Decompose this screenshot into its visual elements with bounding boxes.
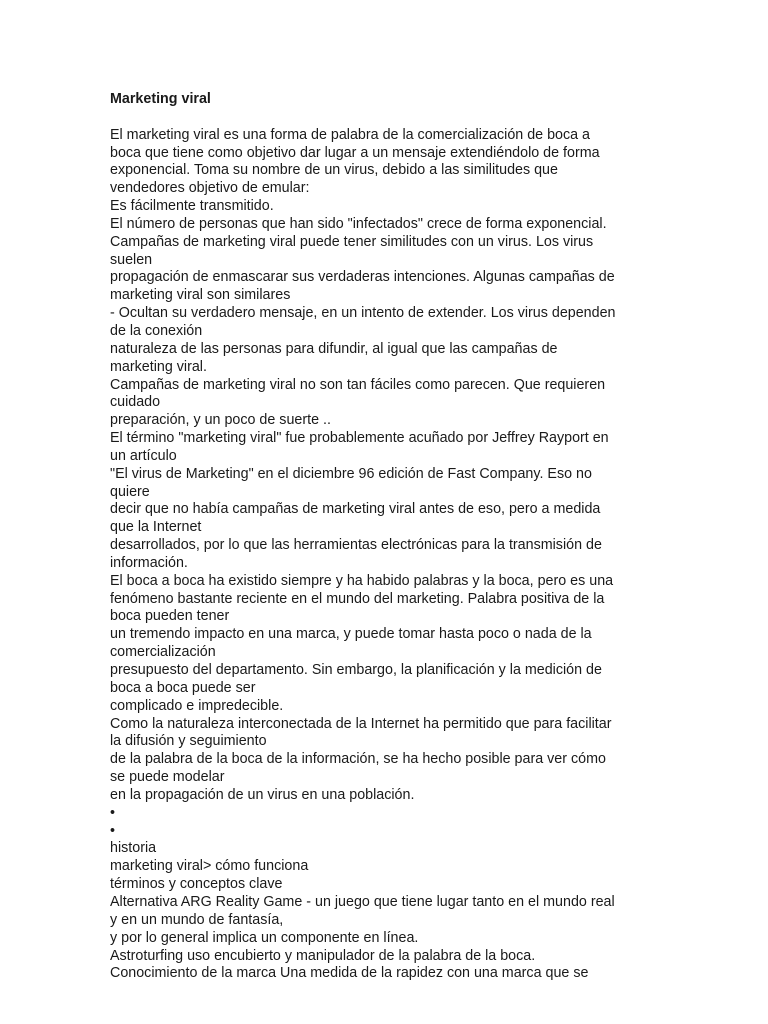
text-line: quiere [110,483,150,500]
text-line: en la propagación de un virus en una población. [110,786,415,803]
text-line: Alternativa ARG Reality Game - un juego que tiene lugar tanto en el mundo real [110,893,615,910]
text-line: marketing viral> cómo funciona [110,858,309,875]
text-line: - Ocultan su verdadero mensaje, en un intento de extender. Los virus dependen [110,305,616,322]
text-line: El número de personas que han sido "infectados" crece de forma exponencial. [110,215,607,232]
text-line: cuidado [110,394,161,411]
bullet-list [110,805,670,841]
text-line: presupuesto del departamento. Sin embargo, la planificación y la medición de [110,662,602,678]
text-line: Es fácilmente transmitido. [110,198,274,215]
text-line: comercialización [110,644,216,661]
text-line: de la conexión [110,322,203,339]
text-line: términos y conceptos clave [110,876,283,893]
text-line: vendedores objetivo de emular: [110,180,310,197]
text-line: un tremendo impacto en una marca, y puede tomar hasta poco o nada de la [110,626,592,643]
text-line: marketing viral. [110,358,207,375]
document-page [110,91,670,983]
text-line: El boca a boca ha existido siempre y ha habido palabras y la boca, pero es una [110,572,614,589]
text-line: exponencial. Toma su nombre de un virus, debido a las similitudes que [110,162,558,179]
text-line: Campañas de marketing viral puede tener similitudes con un virus. Los virus [110,233,594,250]
text-line: boca que tiene como objetivo dar lugar a un mensaje extendiéndolo de forma [110,144,600,161]
text-line: suelen [110,251,153,268]
text-line: El marketing viral es una forma de palabra de la comercialización de boca a [110,126,590,143]
text-line: naturaleza de las personas para difundir, al igual que las campañas de [110,340,558,357]
text-line: fenómeno bastante reciente en el mundo del marketing. Palabra positiva de la [110,590,605,607]
text-line: y en un mundo de fantasía, [110,911,284,928]
text-line: El término "marketing viral" fue probablemente acuñado por Jeffrey Rayport en [110,430,609,447]
text-line: información. [110,554,188,571]
text-line: "El virus de Marketing" en el diciembre 96 edición de Fast Company. Eso no [110,465,592,482]
bullet-item: • [110,804,116,821]
text-line: preparación, y un poco de suerte .. [110,412,331,429]
text-line: la difusión y seguimiento [110,733,267,750]
text-line: Campañas de marketing viral no son tan fáciles como parecen. Que requieren [110,376,606,393]
text-line: complicado e impredecible. [110,697,284,714]
text-line: que la Internet [110,519,202,536]
text-line: desarrollados, por lo que las herramientas electrónicas para la transmisión de [110,537,602,554]
text-line: y por lo general implica un componente en línea. [110,929,419,946]
document-terms [110,840,670,983]
text-line: propagación de enmascarar sus verdaderas intenciones. Algunas campañas de [110,269,615,286]
text-line: Astroturfing uso encubierto y manipulador de la palabra de la boca. [110,947,536,964]
text-line: un artículo [110,447,177,464]
text-line: marketing viral son similares [110,287,291,304]
text-line: historia [110,840,157,857]
document-title: Marketing viral [110,91,211,107]
document-body [110,127,670,805]
text-line: boca pueden tener [110,608,230,625]
text-line: decir que no había campañas de marketing viral antes de eso, pero a medida [110,501,601,518]
text-line: se puede modelar [110,769,225,786]
bullet-item: • [110,822,116,839]
text-line: boca a boca puede ser [110,679,256,696]
text-line: Conocimiento de la marca Una medida de la rapidez con una marca que se [110,965,589,982]
text-line: Como la naturaleza interconectada de la Internet ha permitido que para facilitar [110,715,612,732]
text-line: de la palabra de la boca de la información, se ha hecho posible para ver cómo [110,751,606,768]
